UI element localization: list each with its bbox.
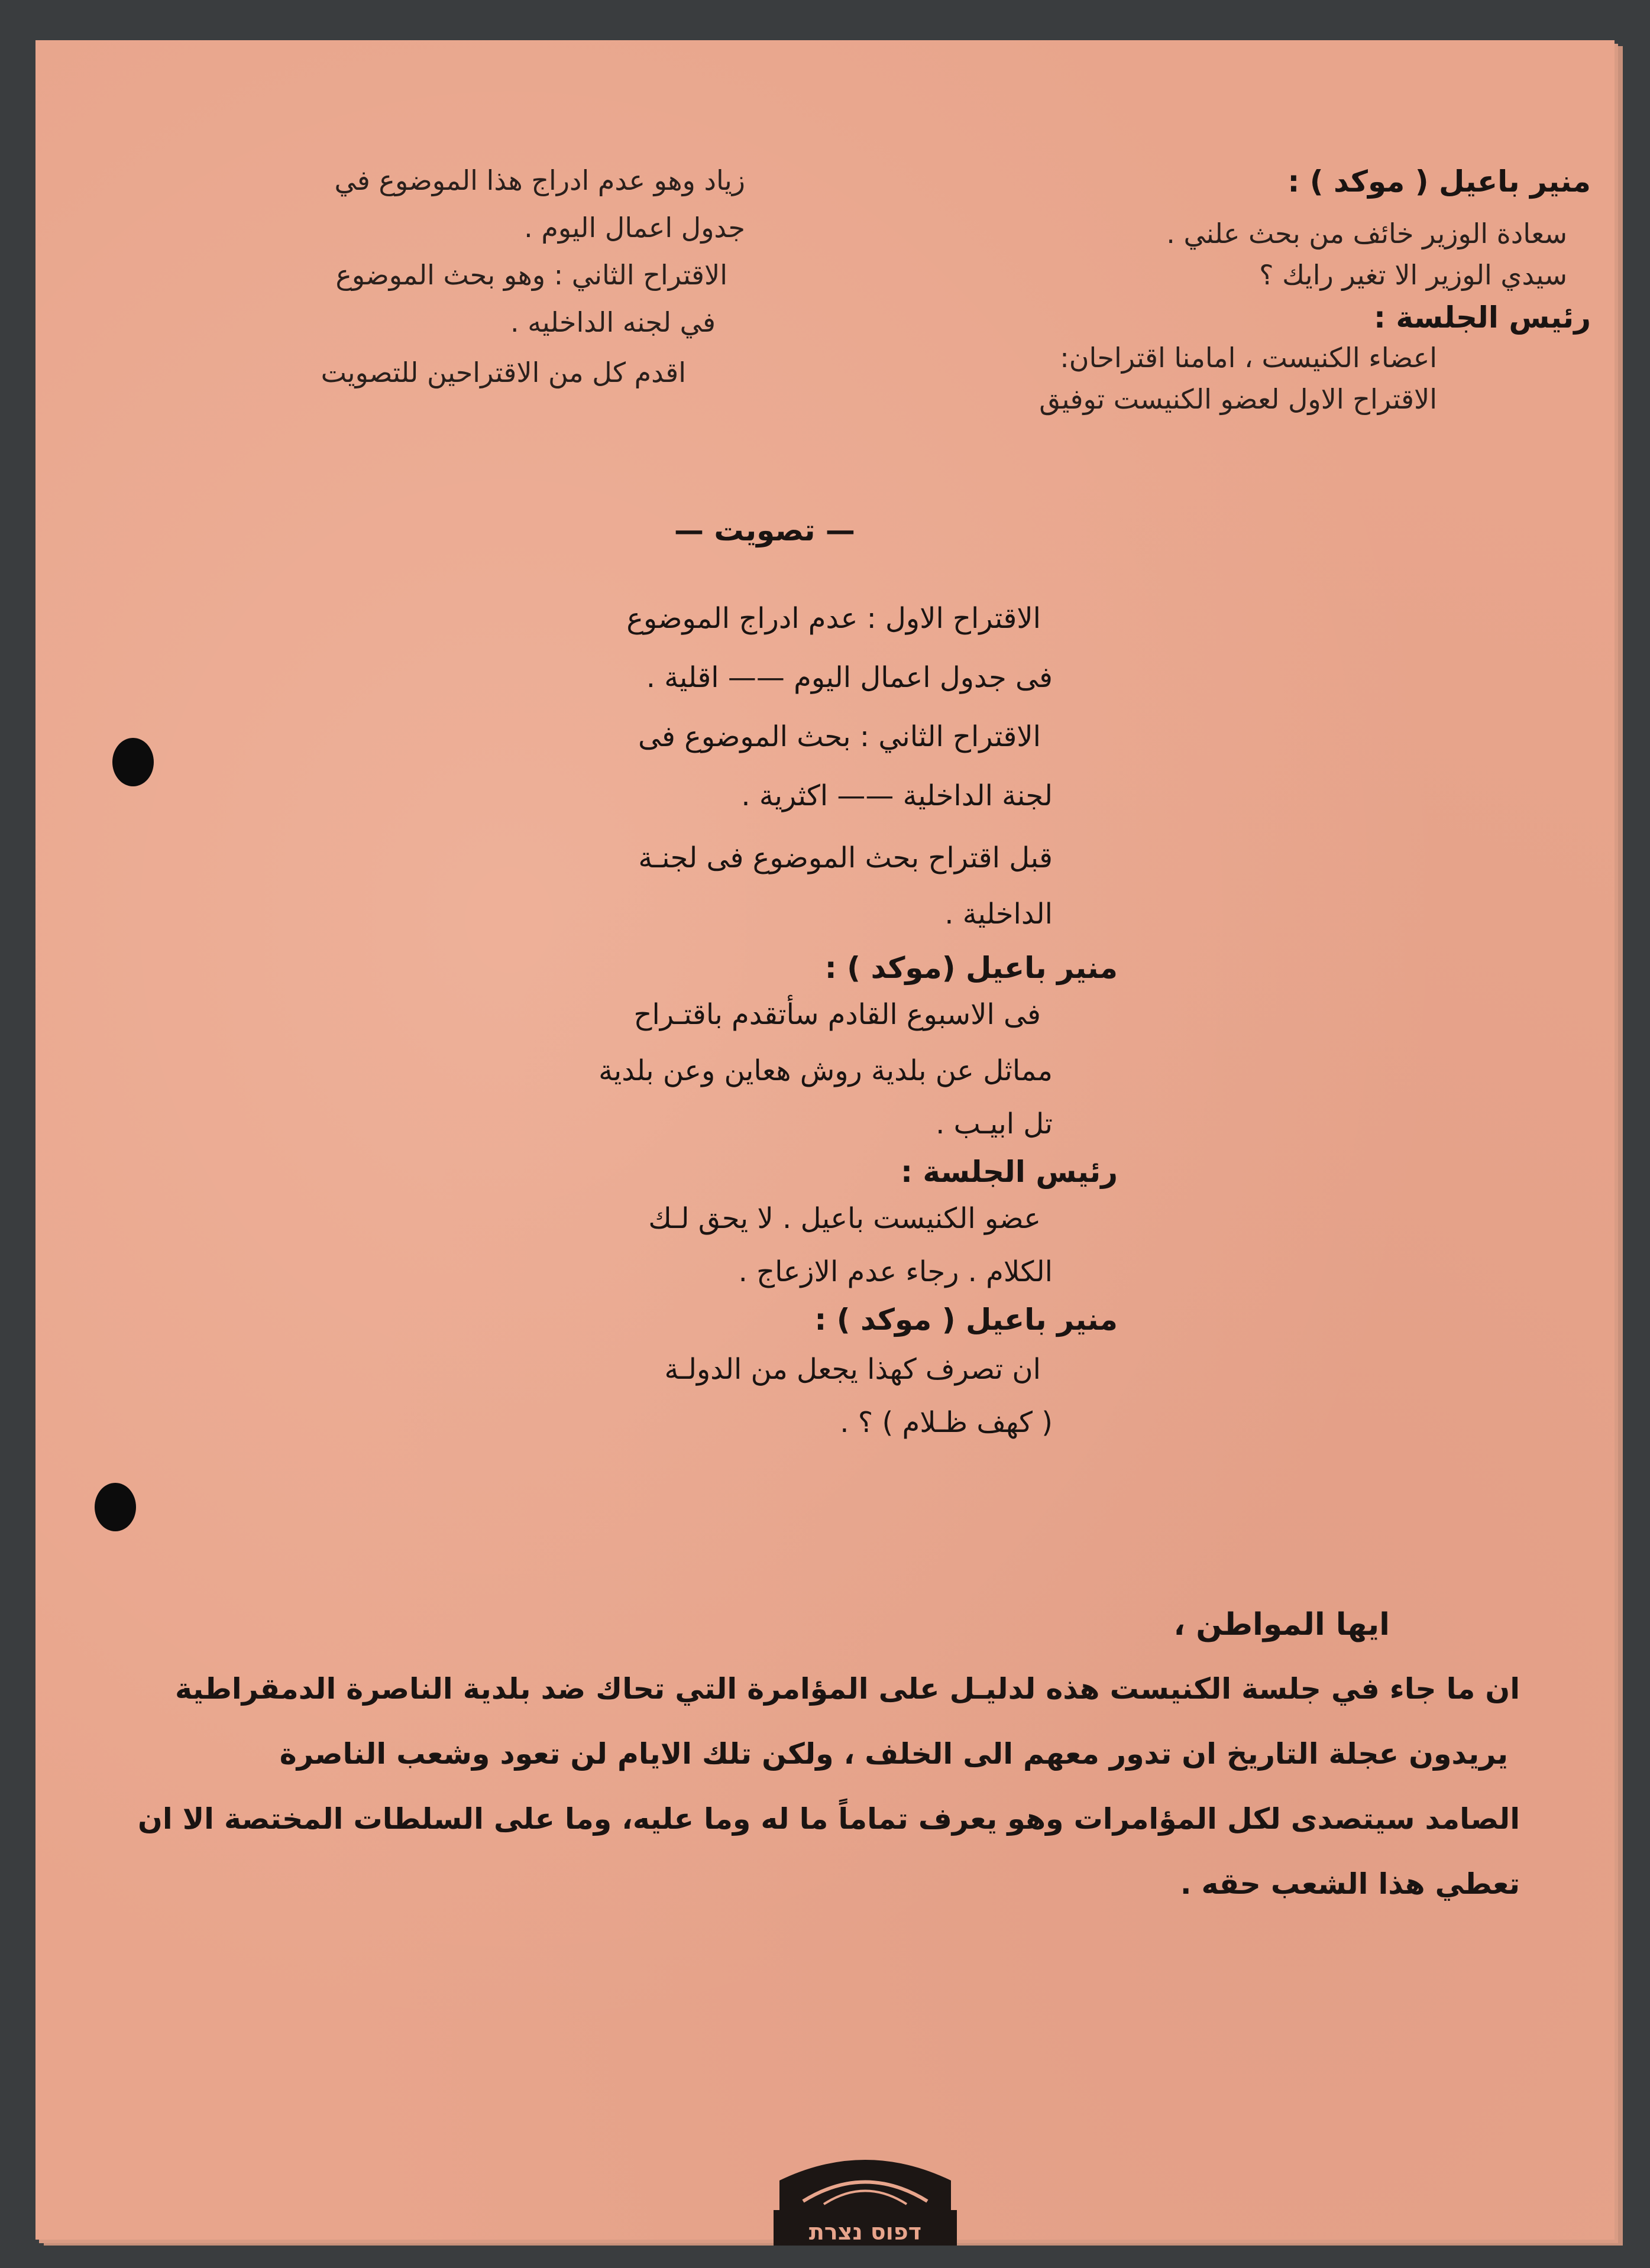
text-line: الاقتراح الثاني : وهو بحث الموضوع xyxy=(335,259,727,291)
stamp-label: דפוס נצרת xyxy=(808,2219,922,2245)
text-line: الاقتراح الثاني : بحث الموضوع فى xyxy=(638,720,1041,753)
text-line: سعادة الوزير خائف من بحث علني . xyxy=(1166,218,1567,250)
speaker-label: رئيس الجلسة : xyxy=(1373,300,1591,335)
text-line: مماثل عن بلدية روش هعاين وعن بلدية xyxy=(598,1054,1053,1087)
speaker-label: رئيس الجلسة : xyxy=(900,1155,1118,1189)
text-line: زياد وهو عدم ادراج هذا الموضوع في xyxy=(334,164,745,196)
paragraph-line: الصامد سيتصدى لكل المؤامرات وهو يعرف تماماً ما له وما عليه، وما على السلطات المختصة الا ان xyxy=(138,1802,1520,1836)
text-line: تل ابيـب . xyxy=(936,1107,1053,1141)
text-line: ان تصرف كهذا يجعل من الدولـة xyxy=(664,1353,1041,1386)
text-line: الاقتراح الاول لعضو الكنيست توفيق xyxy=(1039,383,1437,415)
speaker-label: منير باعيل ( موكد ) : xyxy=(1287,164,1591,199)
text-line: فى الاسبوع القادم سأتقدم باقتـراح xyxy=(633,998,1041,1031)
printer-stamp xyxy=(768,2145,963,2248)
text-line: اعضاء الكنيست ، امامنا اقتراحان: xyxy=(1060,342,1437,374)
text-line: اقدم كل من الاقتراحين للتصويت xyxy=(321,357,686,388)
speaker-label: منير باعيل ( موكد ) : xyxy=(814,1303,1118,1337)
paragraph-line: تعطي هذا الشعب حقه . xyxy=(1180,1867,1520,1901)
paragraph-line: ان ما جاء في جلسة الكنيست هذه لدليـل على المؤامرة التي تحاك ضد بلدية الناصرة الدمقراطية xyxy=(174,1672,1520,1706)
text-line: عضو الكنيست باعيل . لا يحق لـك xyxy=(648,1202,1041,1235)
speaker-label: منير باعيل (موكد ) : xyxy=(824,951,1118,985)
text-line: سيدي الوزير الا تغير رايك ؟ xyxy=(1259,259,1567,291)
text-line: ( كهف ظـلام ) ؟ . xyxy=(840,1406,1053,1439)
citizen-greeting: ايها المواطن ، xyxy=(1173,1607,1390,1642)
text-line: الاقتراح الاول : عدم ادراج الموضوع xyxy=(626,602,1041,635)
text-line: لجنة الداخلية —— اكثرية . xyxy=(741,779,1053,812)
punch-hole-bottom xyxy=(95,1483,136,1531)
document-page xyxy=(35,40,1615,2245)
text-line: الداخلية . xyxy=(944,898,1053,931)
punch-hole-top xyxy=(112,738,154,786)
text-line: الكلام . رجاء عدم الازعاج . xyxy=(738,1255,1053,1288)
text-line: قبل اقتراح بحث الموضوع فى لجنـة xyxy=(638,841,1053,874)
text-line: جدول اعمال اليوم . xyxy=(524,212,745,244)
vote-heading: — تصويت — xyxy=(674,513,855,547)
text-line: فى جدول اعمال اليوم —— اقلية . xyxy=(646,661,1053,694)
paragraph-line: يريدون عجلة التاريخ ان تدور معهم الى الخلف ، ولكن تلك الايام لن تعود وشعب الناصرة xyxy=(279,1737,1508,1771)
text-line: في لجنه الداخليه . xyxy=(510,306,716,338)
